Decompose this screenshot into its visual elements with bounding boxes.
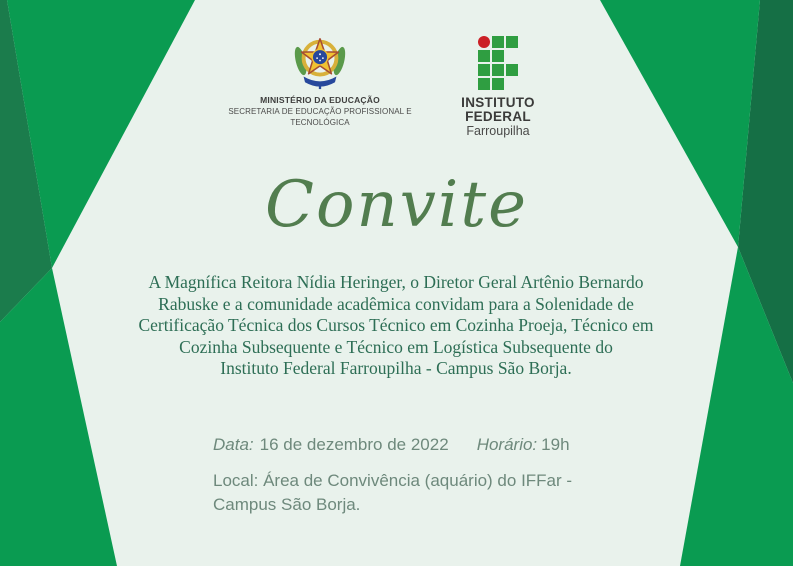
time-value: 19h xyxy=(541,435,570,454)
institute-campus-name: Farroupilha xyxy=(466,124,530,138)
ministry-block xyxy=(200,33,440,128)
location-block xyxy=(213,469,633,517)
ministry-name: MINISTÉRIO DA EDUCAÇÃO xyxy=(260,95,380,105)
institute-block xyxy=(452,36,544,138)
date-label: Data: xyxy=(213,435,254,454)
brazil-coat-of-arms-icon xyxy=(291,33,349,91)
date-value: 16 de dezembro de 2022 xyxy=(259,435,449,454)
ministry-secretariat: SECRETARIA DE EDUCAÇÃO PROFISSIONAL E TECNOLÓGICA xyxy=(228,107,412,127)
body-line: A Magnífica Reitora Nídia Heringer, o Diretor Geral Artênio Bernardo xyxy=(148,272,644,292)
body-line: Instituto Federal Farroupilha - Campus São Borja. xyxy=(220,358,572,379)
institute-name-line1: INSTITUTO xyxy=(461,95,535,110)
body-line: Rabuske e a comunidade acadêmica convidam para a Solenidade de xyxy=(158,293,634,314)
location-line2: Campus São Borja. xyxy=(213,495,361,514)
event-details xyxy=(213,434,633,517)
instituto-federal-logo-icon xyxy=(478,36,518,90)
date-time-line xyxy=(213,434,633,456)
institute-name-line2: FEDERAL xyxy=(465,108,531,124)
if-logo-dot xyxy=(478,36,490,48)
invitation-title: Convite xyxy=(265,168,528,242)
location-line1: Local: Área de Convivência (aquário) do IFFar - xyxy=(213,471,573,490)
time-label: Horário: xyxy=(476,435,538,454)
invitation-body xyxy=(96,272,696,380)
body-line: Certificação Técnica dos Cursos Técnico em Cozinha Proeja, Técnico em xyxy=(138,315,654,336)
body-line: Cozinha Subsequente e Técnico em Logística Subsequente do xyxy=(179,336,613,357)
